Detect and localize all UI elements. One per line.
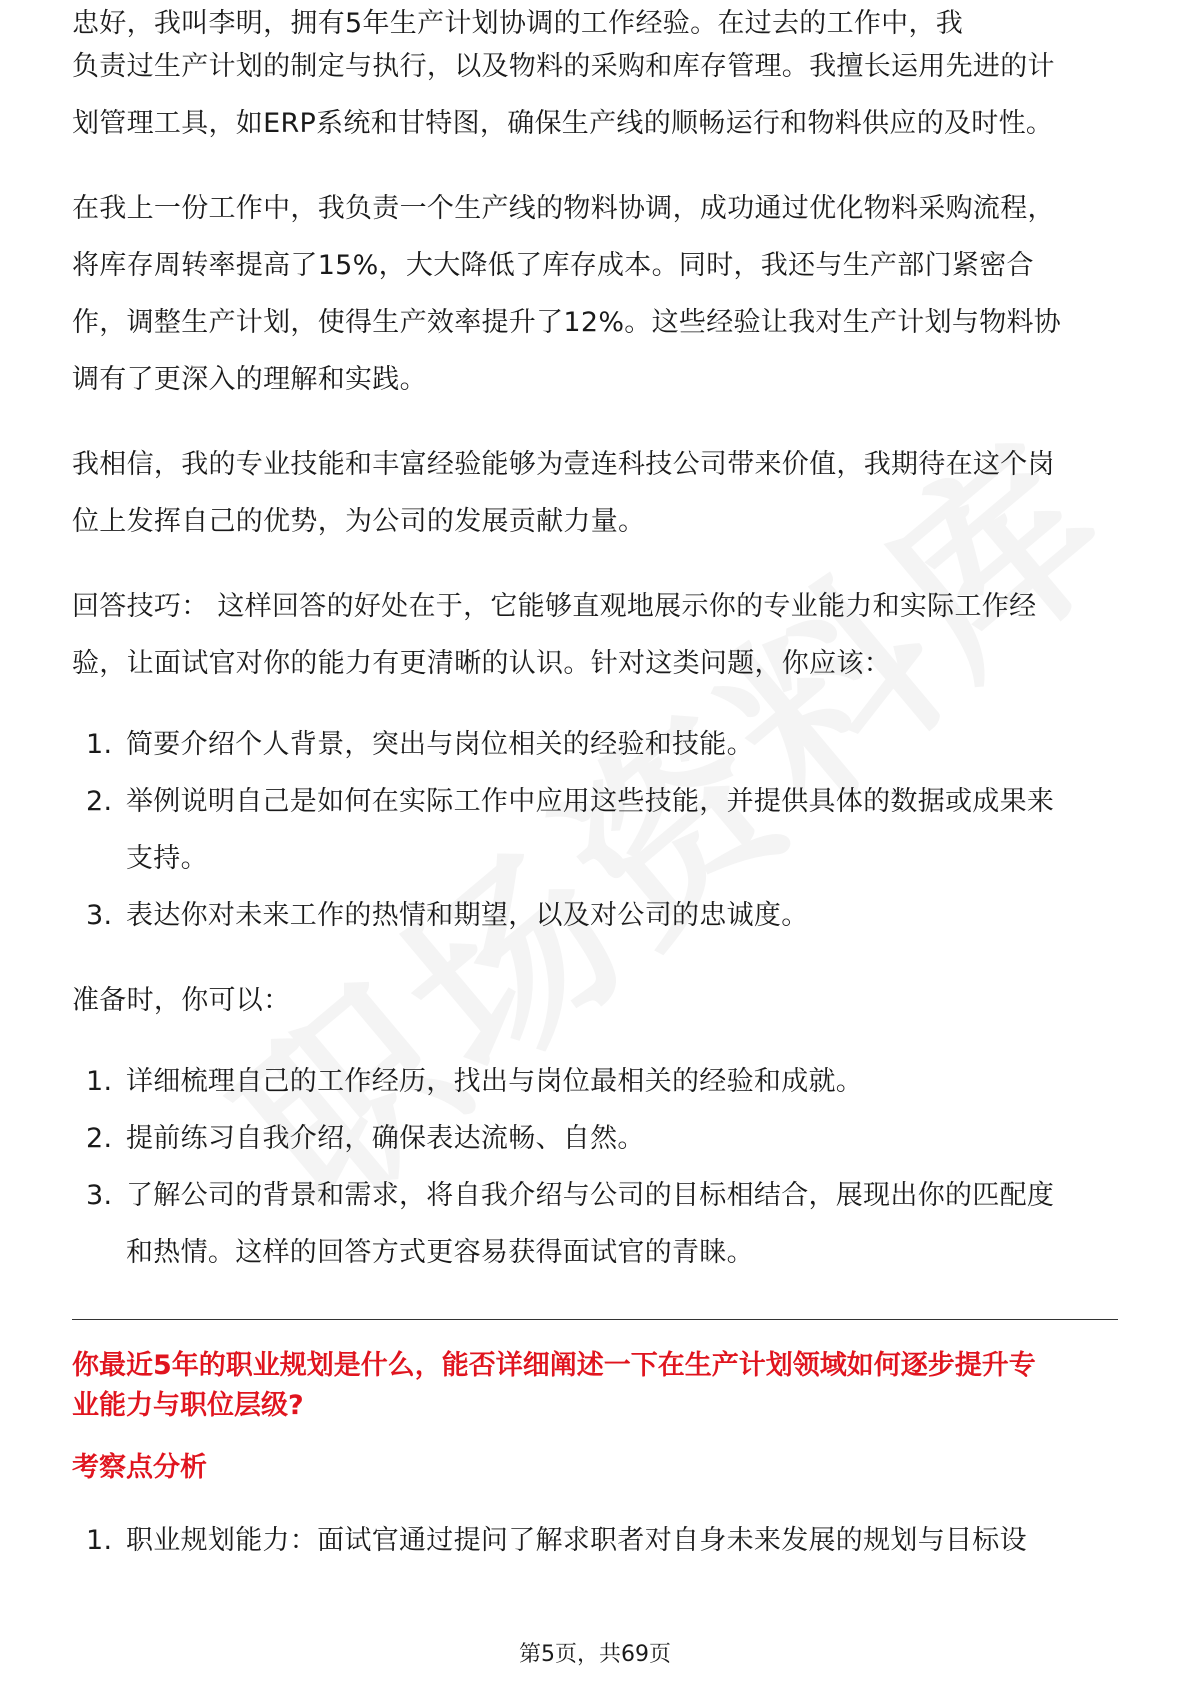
list-item: 1. 职业规划能力：面试官通过提问了解求职者对自身未来发展的规划与目标设 xyxy=(86,1525,1027,1556)
tips-list xyxy=(72,716,1118,944)
list-item: 1. 详细梳理自己的工作经历，找出与岗位最相关的经验和成就。 xyxy=(86,1066,864,1097)
tips-paragraph: 回答技巧： 这样回答的好处在于，它能够直观地展示你的专业能力和实际工作经 验，让面试官对你的能力有更清晰的认识。针对这类问题，你应该： xyxy=(72,591,1037,679)
clipped-top-line xyxy=(72,0,1118,38)
page-content xyxy=(72,0,1118,1569)
section-divider xyxy=(72,1319,1118,1320)
analysis-list xyxy=(72,1512,1118,1569)
question-heading: 你最近5年的职业规划是什么，能否详细阐述一下在生产计划领域如何逐步提升专 业能力与职位层级? xyxy=(72,1350,1036,1421)
intro-paragraph-1: 负责过生产计划的制定与执行，以及物料的采购和库存管理。我擅长运用先进的计 划管理工具，如ERP系统和甘特图，确保生产线的顺畅运行和物料供应的及时性。 xyxy=(72,51,1055,139)
intro-paragraph-2: 在我上一份工作中，我负责一个生产线的物料协调，成功通过优化物料采购流程， 将库存周转率提高了15%，大大降低了库存成本。同时，我还与生产部门紧密合 作，调整生产计划，使得生产效率提升了12%。这些经验让我对生产计划与物料协 调有了更深入的理解和实践。 xyxy=(72,193,1062,395)
section-title: 考察点分析 xyxy=(72,1452,207,1483)
list-item: 3. 表达你对未来工作的热情和期望，以及对公司的忠诚度。 xyxy=(86,900,809,931)
intro-paragraph-3: 我相信，我的专业技能和丰富经验能够为壹连科技公司带来价值，我期待在这个岗 位上发挥自己的优势，为公司的发展贡献力量。 xyxy=(72,449,1055,537)
list-item: 2. 提前练习自我介绍，确保表达流畅、自然。 xyxy=(86,1123,645,1154)
list-item: 2. 举例说明自己是如何在实际工作中应用这些技能，并提供具体的数据或成果来 支持。 xyxy=(86,786,1055,874)
clipped-line-text: 忠好，我叫李明，拥有5年生产计划协调的工作经验。在过去的工作中，我 xyxy=(72,8,964,38)
list-item: 3. 了解公司的背景和需求，将自我介绍与公司的目标相结合，展现出你的匹配度 和热情。这样的回答方式更容易获得面试官的青睐。 xyxy=(86,1180,1055,1268)
prepare-heading: 准备时，你可以： xyxy=(72,985,291,1016)
prepare-list xyxy=(72,1053,1118,1281)
page-number: 第5页，共69页 xyxy=(519,1642,671,1667)
list-item: 1. 简要介绍个人背景，突出与岗位相关的经验和技能。 xyxy=(86,729,754,760)
